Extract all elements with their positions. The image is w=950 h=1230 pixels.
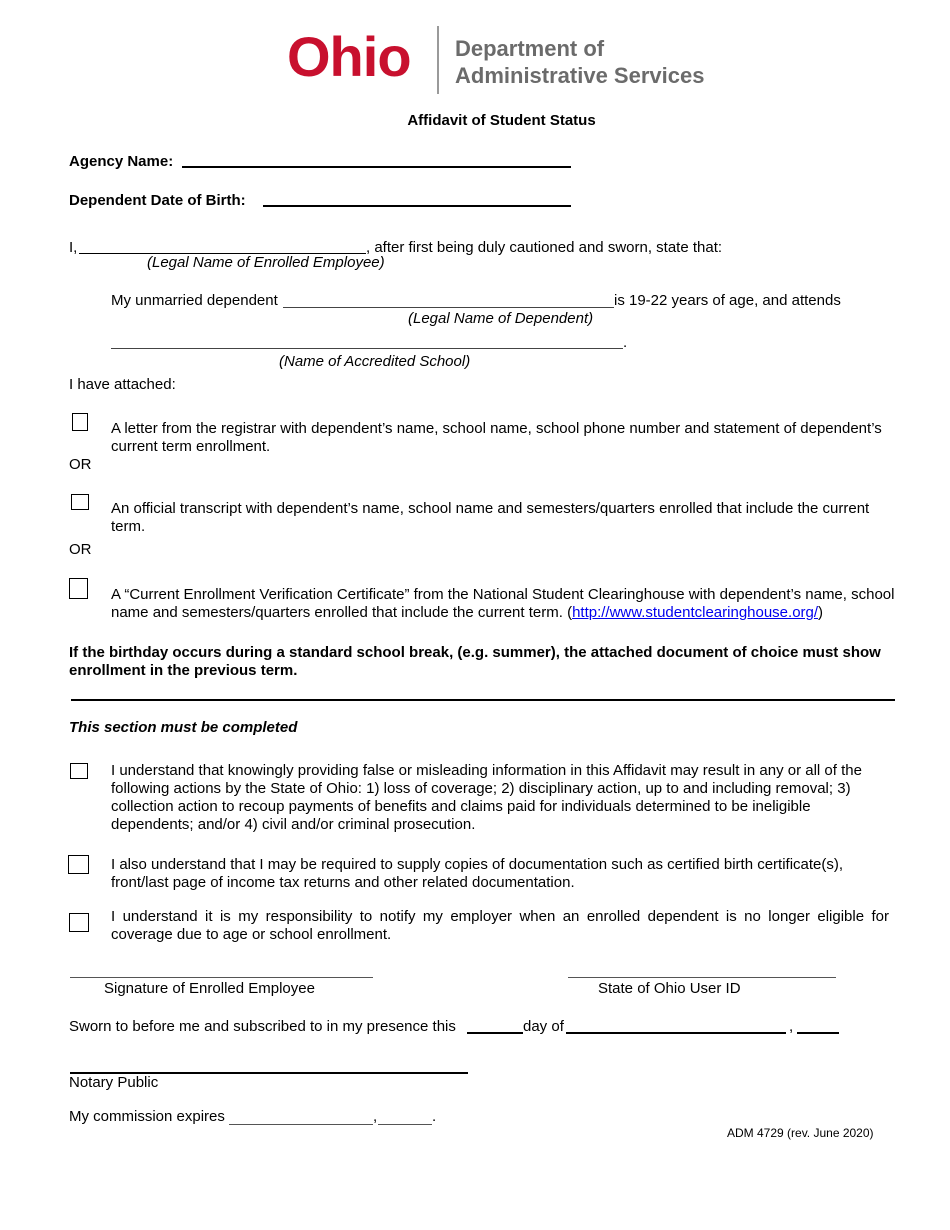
agency-name-label: Agency Name: [69, 153, 174, 170]
dependent-dob-line[interactable] [263, 205, 571, 207]
sworn-statement: Sworn to before me and subscribed to in my presence this [69, 1018, 456, 1035]
user-id-label: State of Ohio User ID [598, 980, 741, 997]
commission-comma: , [373, 1108, 378, 1125]
sworn-comma: , [789, 1018, 794, 1035]
ack-documentation-checkbox[interactable] [68, 855, 89, 874]
sworn-month-line[interactable] [566, 1032, 786, 1034]
statement-prefix: I, [69, 239, 78, 256]
commission-period: . [432, 1108, 437, 1125]
option-certificate-checkbox[interactable] [69, 578, 88, 599]
dependent-name-caption: (Legal Name of Dependent) [408, 310, 594, 327]
commission-date-line[interactable] [229, 1124, 373, 1125]
or-label-1: OR [69, 456, 92, 473]
department-name [455, 35, 704, 89]
department-line-2: Administrative Services [455, 63, 705, 88]
employee-name-caption: (Legal Name of Enrolled Employee) [147, 254, 385, 271]
clearinghouse-link[interactable]: http://www.studentclearinghouse.org/ [572, 604, 819, 621]
employee-signature-line[interactable] [70, 977, 373, 978]
section-divider [71, 699, 895, 701]
school-name-caption: (Name of Accredited School) [279, 353, 471, 370]
school-period: . [623, 334, 628, 351]
statement-text: , after first being duly cautioned and sworn, state that: [366, 239, 723, 256]
commission-year-line[interactable] [378, 1124, 432, 1125]
ohio-logo: Ohio [287, 25, 411, 88]
option-transcript-text: An official transcript with dependent’s name, school name and semesters/quarters enrolled that include the current term. [111, 500, 870, 535]
logo-divider [437, 26, 439, 94]
ack-notify-employer-checkbox[interactable] [69, 913, 89, 932]
form-id: ADM 4729 (rev. June 2020) [727, 1126, 874, 1140]
ack-notify-employer-text: I understand it is my responsibility to notify my employer when an enrolled dependent is no longer eligible for coverage due to age or school enrollment. [111, 908, 889, 943]
ack-documentation-text: I also understand that I may be required to supply copies of documentation such as certified birth certificate(s), front/last page of income tax returns and other related documentation. [111, 856, 844, 891]
employee-signature-label: Signature of Enrolled Employee [104, 980, 315, 997]
option-transcript-checkbox[interactable] [71, 494, 89, 510]
birthday-note: If the birthday occurs during a standard school break, (e.g. summer), the attached document of choice must show enrollment in the previous term. [69, 644, 881, 679]
dependent-prefix: My unmarried dependent [111, 292, 278, 309]
commission-label: My commission expires [69, 1108, 225, 1125]
option-registrar-text: A letter from the registrar with dependent’s name, school name, school phone number and statement of dependent’s current term enrollment. [111, 420, 882, 455]
user-id-line[interactable] [568, 977, 836, 978]
sworn-day-line[interactable] [467, 1032, 523, 1034]
option-certificate-text [111, 586, 911, 622]
dependent-suffix: is 19-22 years of age, and attends [614, 292, 841, 309]
page-title: Affidavit of Student Status [407, 112, 596, 129]
notary-public-label: Notary Public [69, 1074, 159, 1091]
option-registrar-checkbox[interactable] [72, 413, 88, 431]
option-certificate-body: A “Current Enrollment Verification Certificate” from the National Student Clearinghouse with dependent’s name, school name and semesters/quarters enrolled that include the current term. ( [111, 586, 895, 621]
dependent-name-line[interactable] [283, 307, 614, 308]
attached-label: I have attached: [69, 376, 176, 393]
or-label-2: OR [69, 541, 92, 558]
section-title: This section must be completed [69, 719, 298, 736]
ack-false-info-checkbox[interactable] [70, 763, 88, 779]
sworn-year-line[interactable] [797, 1032, 839, 1034]
ack-false-info-text: I understand that knowingly providing false or misleading information in this Affidavit may result in any or all of the following actions by the State of Ohio: 1) loss of coverage; 2) disciplinary action, up to and including removal; 3) collection action to recoup payments of benefits and claims paid for individuals determined to be ineligible dependents; and/or 4) civil and/or criminal prosecution. [111, 762, 862, 833]
dependent-dob-label: Dependent Date of Birth: [69, 192, 246, 209]
day-of-label: day of [523, 1018, 564, 1035]
school-name-line[interactable] [111, 348, 623, 349]
agency-name-line[interactable] [182, 166, 571, 168]
option-certificate-close: ) [818, 604, 824, 621]
department-line-1: Department of [455, 36, 605, 61]
